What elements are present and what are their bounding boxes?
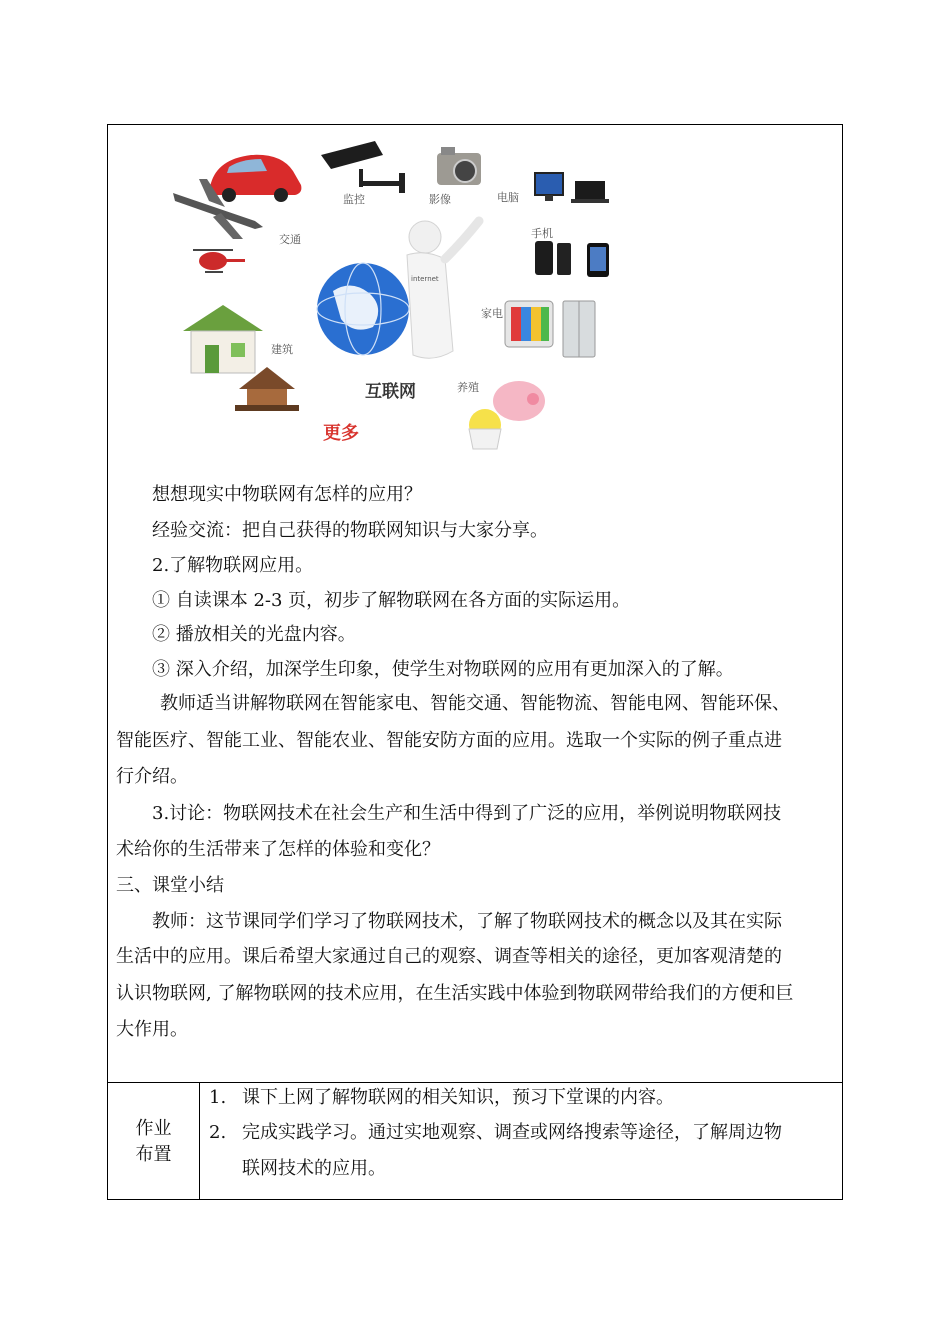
paragraph: 教师：这节课同学们学习了物联网技术，了解了物联网技术的概念以及其在实际 bbox=[152, 911, 782, 932]
label-building: 建筑 bbox=[271, 343, 293, 356]
homework-item-text: 完成实践学习。通过实地观察、调查或网络搜索等途径，了解周边物 bbox=[242, 1122, 782, 1143]
house-icon bbox=[183, 305, 263, 373]
label-traffic: 交通 bbox=[279, 233, 301, 246]
homework-row bbox=[108, 1082, 842, 1200]
label-phone: 手机 bbox=[531, 227, 553, 240]
camera-icon bbox=[437, 147, 481, 185]
label-monitor: 监控 bbox=[343, 193, 365, 206]
homework-label-cell bbox=[108, 1083, 200, 1200]
label-center: 互联网 bbox=[365, 382, 416, 402]
pig-icon bbox=[493, 381, 545, 421]
homework-item-continued bbox=[200, 1151, 842, 1187]
paragraph: ① 自读课本 2-3 页，初步了解物联网在各方面的实际运用。 bbox=[152, 590, 631, 611]
section-heading: 三、课堂小结 bbox=[116, 875, 224, 896]
label-camera: 影像 bbox=[429, 193, 451, 206]
cctv-icon bbox=[321, 141, 405, 193]
label-appliance: 家电 bbox=[481, 307, 503, 320]
tv-icon bbox=[505, 301, 553, 347]
paragraph: ② 播放相关的光盘内容。 bbox=[152, 624, 356, 645]
paragraph: ③ 深入介绍，加深学生印象，使学生对物联网的应用有更加深入的了解。 bbox=[152, 659, 734, 680]
homework-item-number: 2. bbox=[209, 1122, 227, 1143]
homework-label-line2: 布置 bbox=[135, 1143, 172, 1165]
paragraph: 大作用。 bbox=[116, 1019, 188, 1040]
homework-item-text: 课下上网了解物联网的相关知识，预习下堂课的内容。 bbox=[242, 1087, 674, 1108]
label-farming: 养殖 bbox=[457, 381, 479, 394]
lesson-table bbox=[107, 124, 843, 1200]
globe-icon bbox=[317, 263, 409, 355]
phone-icon bbox=[535, 241, 609, 277]
paragraph: 生活中的应用。课后希望大家通过自己的观察、调查等相关的途径，更加客观清楚的 bbox=[116, 946, 782, 967]
car-icon bbox=[210, 155, 302, 202]
homework-item bbox=[200, 1080, 842, 1116]
chick-icon bbox=[469, 409, 501, 449]
paragraph: 教师适当讲解物联网在智能家电、智能交通、智能物流、智能电网、智能环保、 bbox=[160, 693, 790, 714]
paragraph: 3.讨论：物联网技术在社会生产和生活中得到了广泛的应用，举例说明物联网技 bbox=[152, 803, 782, 824]
lesson-content-cell bbox=[108, 125, 842, 1082]
iot-illustration bbox=[163, 131, 623, 461]
helicopter-icon bbox=[193, 249, 245, 273]
paragraph: 术给你的生活带来了怎样的体验和变化？ bbox=[116, 839, 440, 860]
label-internet: internet bbox=[411, 275, 439, 283]
homework-label-line1: 作业 bbox=[135, 1117, 172, 1139]
pagoda-icon bbox=[235, 367, 299, 411]
paragraph: 行介绍。 bbox=[116, 766, 188, 787]
computer-icon bbox=[535, 173, 609, 203]
person-figure-icon bbox=[407, 221, 479, 358]
label-more: 更多 bbox=[323, 423, 359, 444]
paragraph: 经验交流：把自己获得的物联网知识与大家分享。 bbox=[152, 520, 548, 541]
label-computer: 电脑 bbox=[497, 191, 519, 204]
paragraph: 想想现实中物联网有怎样的应用？ bbox=[152, 484, 422, 505]
paragraph: 2.了解物联网应用。 bbox=[152, 555, 314, 576]
fridge-icon bbox=[563, 301, 595, 357]
homework-item bbox=[200, 1115, 842, 1151]
paragraph: 智能医疗、智能工业、智能农业、智能安防方面的应用。选取一个实际的例子重点进 bbox=[116, 730, 782, 751]
homework-item-number: 1. bbox=[209, 1087, 227, 1108]
homework-item-text: 联网技术的应用。 bbox=[242, 1158, 386, 1179]
paragraph: 认识物联网, 了解物联网的技术应用，在生活实践中体验到物联网带给我们的方便和巨 bbox=[116, 983, 794, 1004]
